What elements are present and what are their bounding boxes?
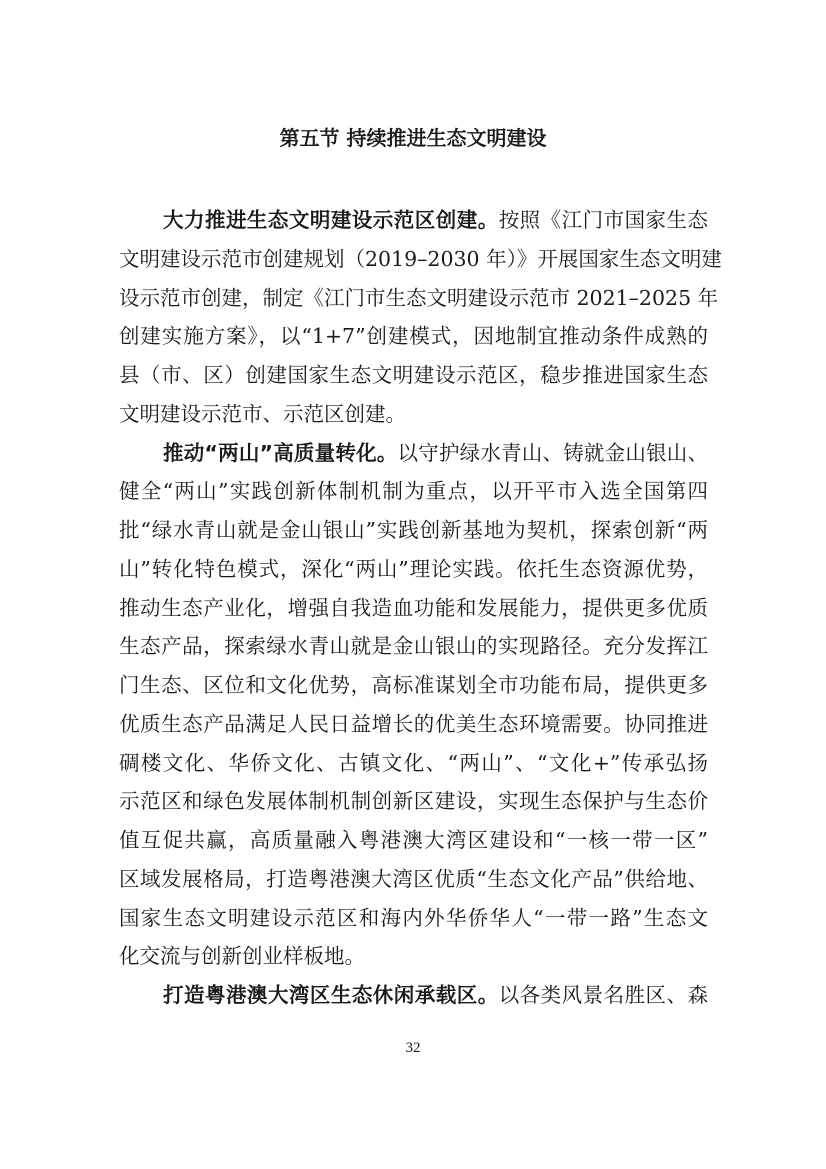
paragraph-line: 区域发展格局，打造粤港澳大湾区优质“生态文化产品”供给地、 (119, 866, 708, 891)
paragraph-line: 示范区和绿色发展体制机制创新区建设，实现生态保护与生态价 (119, 789, 708, 814)
paragraph-line: 批“绿水青山就是金山银山”实践创新基地为契机，探索创新“两 (119, 518, 708, 542)
paragraph-lead: 大力推进生态文明建设示范区创建。 (163, 208, 499, 232)
paragraph-line: 文明建设示范市创建规划（2019–2030 年）》开展国家生态文明建 (119, 246, 722, 271)
paragraph-line: 化交流与创新创业样板地。 (119, 944, 365, 969)
section-title: 第五节 持续推进生态文明建设 (279, 126, 547, 150)
paragraph-line: 创建实施方案》，以“1+7”创建模式，因地制宜推动条件成熟的 (119, 324, 708, 349)
paragraph-line: 碉楼文化、华侨文化、古镇文化、“两山”、“文化+”传承弘扬 (119, 750, 708, 775)
paragraph-line (119, 976, 708, 1015)
paragraph-two-mountains (119, 434, 708, 977)
paragraph-line (119, 434, 708, 473)
page-number: 32 (405, 1040, 421, 1056)
paragraph-text: 以各类风景名胜区、森 (498, 983, 709, 1007)
paragraph-lead: 打造粤港澳大湾区生态休闲承载区。 (163, 983, 499, 1007)
paragraph-leisure-zone (119, 976, 708, 1015)
paragraph-line: 文明建设示范市、示范区创建。 (119, 401, 406, 426)
paragraph-line: 门生态、区位和文化优势，高标准谋划全市功能布局，提供更多 (119, 673, 708, 697)
paragraph-text: 以守护绿水青山、铸就金山银山、 (397, 440, 709, 465)
paragraph-line: 健全“两山”实践创新体制机制为重点，以开平市入选全国第四 (119, 479, 708, 504)
paragraph-lead: 推动“两山”高质量转化。 (163, 440, 398, 465)
paragraph-line: 山”转化特色模式，深化“两山”理论实践。依托生态资源优势， (119, 556, 708, 581)
paragraph-line: 设示范市创建，制定《江门市生态文明建设示范市 2021–2025 年 (119, 285, 719, 310)
document-body (119, 201, 722, 1015)
paragraph-demonstration-zone (119, 201, 722, 434)
paragraph-line: 国家生态文明建设示范区和海内外华侨华人“一带一路”生态文 (119, 905, 708, 930)
paragraph-line: 优质生态产品满足人民日益增长的优美生态环境需要。协同推进 (119, 711, 708, 736)
paragraph-line: 值互促共赢，高质量融入粤港澳大湾区建设和“一核一带一区” (119, 828, 708, 852)
paragraph-line (119, 201, 708, 240)
paragraph-text: 按照《江门市国家生态 (498, 208, 709, 232)
paragraph-line: 生态产品，探索绿水青山就是金山银山的实现路径。充分发挥江 (119, 634, 708, 659)
paragraph-line: 推动生态产业化，增强自我造血功能和发展能力，提供更多优质 (119, 595, 708, 620)
paragraph-line: 县（市、区）创建国家生态文明建设示范区，稳步推进国家生态 (119, 363, 708, 387)
